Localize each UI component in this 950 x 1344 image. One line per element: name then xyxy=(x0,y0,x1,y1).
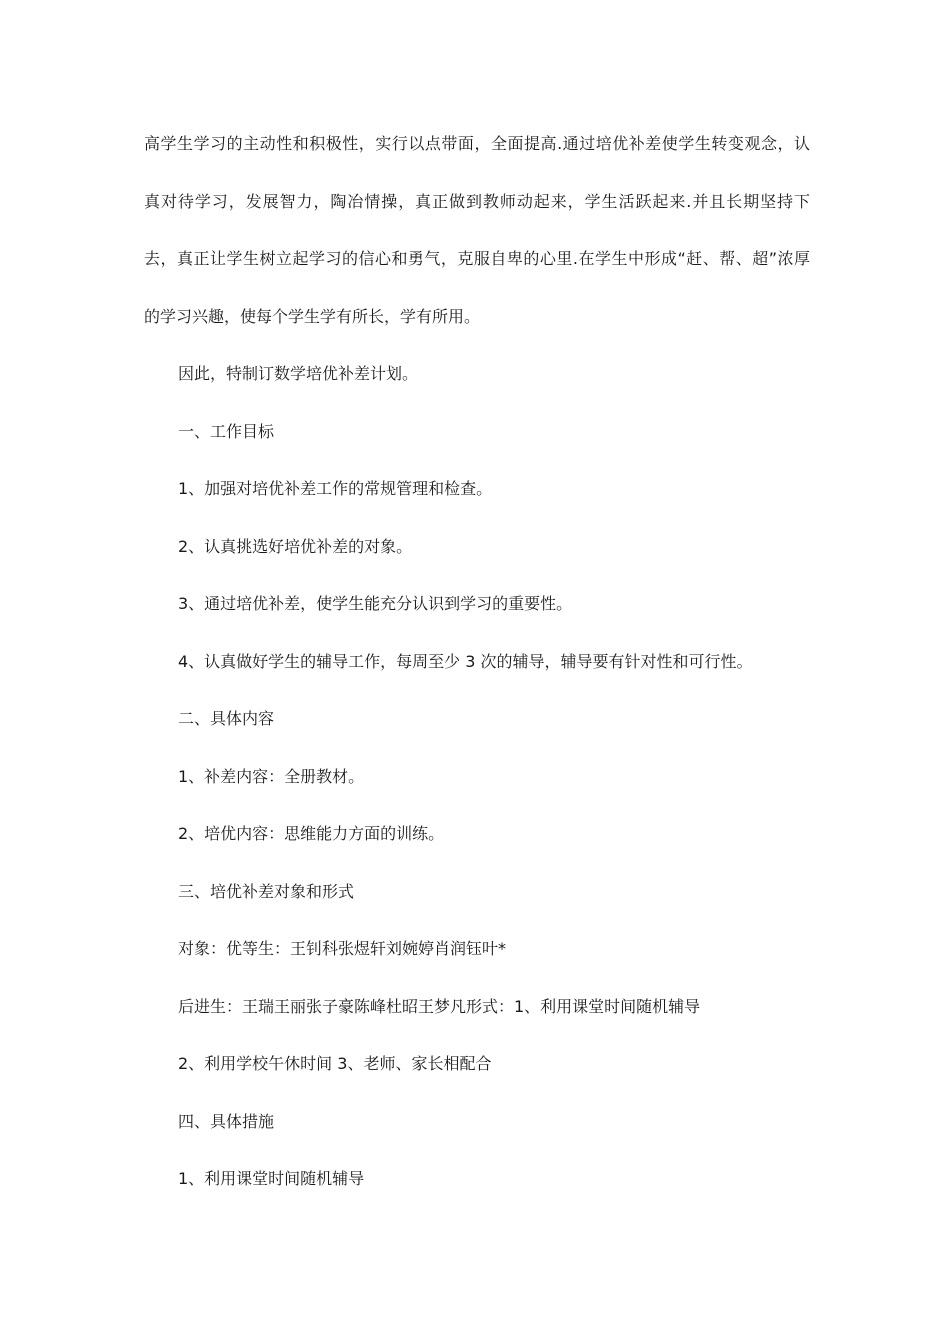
conclusion-sentence: 因此，特制订数学培优补差计划。 xyxy=(178,364,419,383)
plan-body xyxy=(178,358,878,1221)
list-item: 2、利用学校午休时间 3、老师、家长相配合 xyxy=(178,1054,492,1073)
list-item: 1、加强对培优补差工作的常规管理和检查。 xyxy=(178,479,493,498)
section-heading-measures: 四、具体措施 xyxy=(178,1111,275,1131)
intro-paragraph xyxy=(144,128,810,358)
list-item: 2、认真挑选好培优补差的对象。 xyxy=(178,536,413,556)
paragraph-line: 去，真正让学生树立起学习的信心和勇气，克服自卑的心里.在学生中形成“赶、帮、超”浓厚 xyxy=(144,249,810,268)
section-heading-content: 二、具体内容 xyxy=(178,709,275,728)
list-item: 4、认真做好学生的辅导工作，每周至少 3 次的辅导，辅导要有针对性和可行性。 xyxy=(178,651,753,671)
paragraph-line: 真对待学习，发展智力，陶冶情操，真正做到教师动起来，学生活跃起来.并且长期坚持下 xyxy=(144,191,810,211)
list-item: 1、利用课堂时间随机辅导 xyxy=(178,1169,365,1188)
list-item: 2、培优内容：思维能力方面的训练。 xyxy=(178,824,445,843)
list-item: 对象：优等生：王钊科张煜轩刘婉婷肖润钰叶* xyxy=(178,939,507,958)
list-item: 后进生：王瑞王丽张子豪陈峰杜昭王梦凡形式：1、利用课堂时间随机辅导 xyxy=(178,996,701,1016)
paragraph-line: 高学生学习的主动性和积极性，实行以点带面，全面提高.通过培优补差使学生转变观念，认 xyxy=(144,134,810,153)
paragraph-line: 的学习兴趣，使每个学生学有所长，学有所用。 xyxy=(144,306,481,326)
list-item: 1、补差内容：全册教材。 xyxy=(178,766,365,786)
section-heading-targets: 三、培优补差对象和形式 xyxy=(178,881,355,901)
list-item: 3、通过培优补差，使学生能充分认识到学习的重要性。 xyxy=(178,594,573,613)
section-heading-goals: 一、工作目标 xyxy=(178,421,275,441)
